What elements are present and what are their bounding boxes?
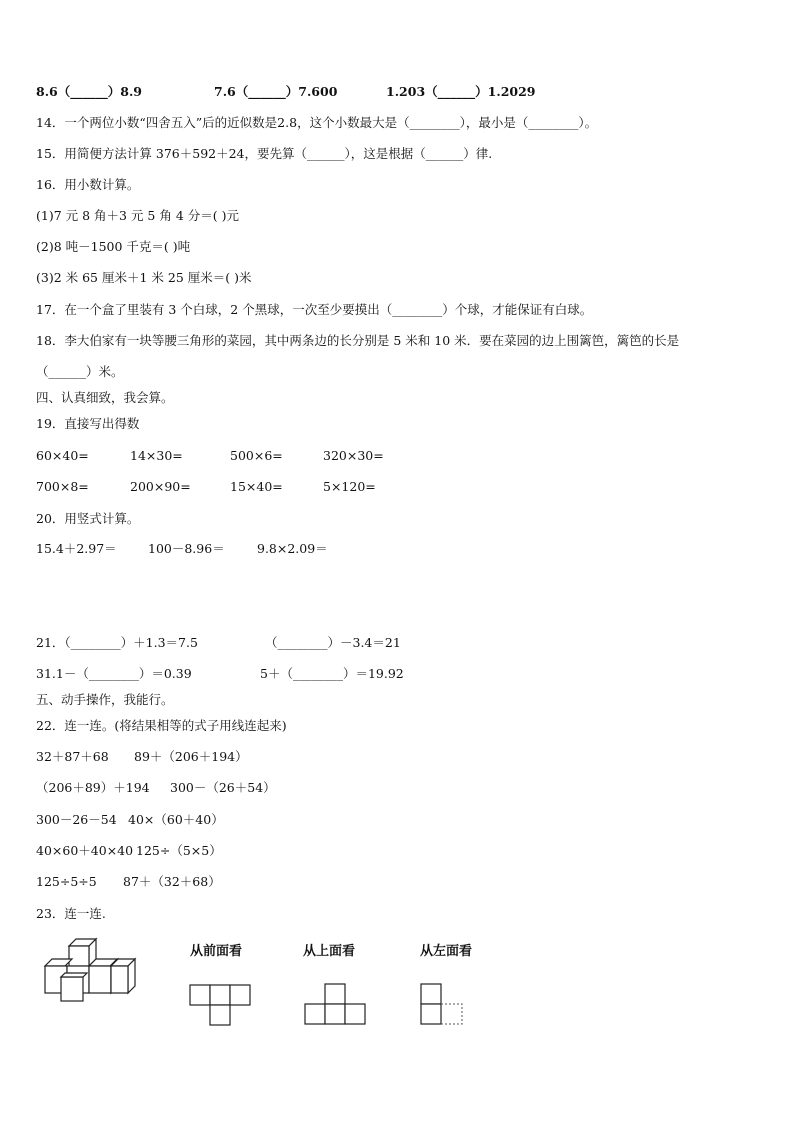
- fill-blank-item: 31.1－（________）＝0.39: [36, 666, 192, 681]
- view-label-left: 从左面看: [420, 944, 473, 959]
- question-18-line-1: 18．李大伯家有一块等腰三角形的菜园，其中两条边的长分别是 5 米和 10 米．要在菜园的边上围篱笆，篱笆的长是: [36, 333, 680, 348]
- oral-calc-item: 500×6=: [230, 448, 283, 463]
- oral-calc-item: 700×8=: [36, 479, 89, 494]
- match-left-item: （206＋89）＋194: [36, 780, 150, 795]
- match-right-item: 89＋（206＋194）: [134, 749, 248, 764]
- compare-item-1: 8.6（______）8.9: [36, 84, 142, 99]
- oral-calc-item: 15×40=: [230, 479, 283, 494]
- question-18-line-2: （______）米。: [36, 364, 124, 379]
- question-15: 15．用简便方法计算 376＋592＋24，要先算（______），这是根据（______）律.: [36, 146, 493, 161]
- match-left-item: 125÷5÷5: [36, 874, 97, 889]
- vertical-calc-item: 9.8×2.09＝: [257, 541, 328, 556]
- question-19-title: 19．直接写出得数: [36, 416, 140, 431]
- fill-blank-item: 5＋（________）＝19.92: [260, 666, 404, 681]
- fill-blank-item: （________）－3.4＝21: [265, 635, 401, 650]
- cube-solid-figure: [40, 936, 140, 1006]
- view-label-top: 从上面看: [303, 944, 356, 959]
- question-14: 14．一个两位小数“四舍五入”后的近似数是2.8，这个小数最大是（________），最小是（________）。: [36, 115, 598, 130]
- match-left-item: 40×60＋40×40: [36, 843, 134, 858]
- vertical-calc-item: 15.4＋2.97＝: [36, 541, 117, 556]
- match-left-item: 32＋87＋68: [36, 749, 109, 764]
- compare-item-2: 7.6（______）7.600: [214, 84, 338, 99]
- oral-calc-item: 60×40=: [36, 448, 89, 463]
- oral-calc-item: 200×90=: [130, 479, 191, 494]
- vertical-calc-item: 100－8.96＝: [148, 541, 225, 556]
- match-right-item: 125÷（5×5）: [136, 843, 222, 858]
- question-22-title: 22．连一连。(将结果相等的式子用线连起来): [36, 718, 287, 733]
- section-4-heading: 四、认真细致，我会算。: [36, 390, 174, 405]
- oral-calc-item: 14×30=: [130, 448, 183, 463]
- oral-calc-item: 320×30=: [323, 448, 384, 463]
- question-16-title: 16．用小数计算。: [36, 177, 140, 192]
- front-view-shape: [189, 984, 251, 1026]
- match-right-item: 300－（26＋54）: [170, 780, 276, 795]
- fill-blank-item: 21．（________）＋1.3＝7.5: [36, 635, 198, 650]
- question-16-item-3: (3)2 米 65 厘米＋1 米 25 厘米＝( )米: [36, 270, 252, 285]
- match-right-item: 87＋（32＋68）: [123, 874, 221, 889]
- question-16-item-2: (2)8 吨－1500 千克＝( )吨: [36, 239, 191, 254]
- section-5-heading: 五、动手操作，我能行。: [36, 692, 174, 707]
- view-label-front: 从前面看: [190, 944, 243, 959]
- left-view-shape: [420, 983, 466, 1027]
- compare-item-3: 1.203（______）1.2029: [386, 84, 536, 99]
- oral-calc-item: 5×120=: [323, 479, 376, 494]
- question-17: 17．在一个盒了里装有 3 个白球，2 个黑球，一次至少要摸出（________）个球，才能保证有白球。: [36, 302, 593, 317]
- match-right-item: 40×（60＋40）: [128, 812, 224, 827]
- question-23-title: 23．连一连.: [36, 906, 106, 921]
- top-view-shape: [304, 983, 366, 1025]
- match-left-item: 300－26－54: [36, 812, 117, 827]
- question-16-item-1: (1)7 元 8 角＋3 元 5 角 4 分＝( )元: [36, 208, 239, 223]
- question-20-title: 20．用竖式计算。: [36, 511, 140, 526]
